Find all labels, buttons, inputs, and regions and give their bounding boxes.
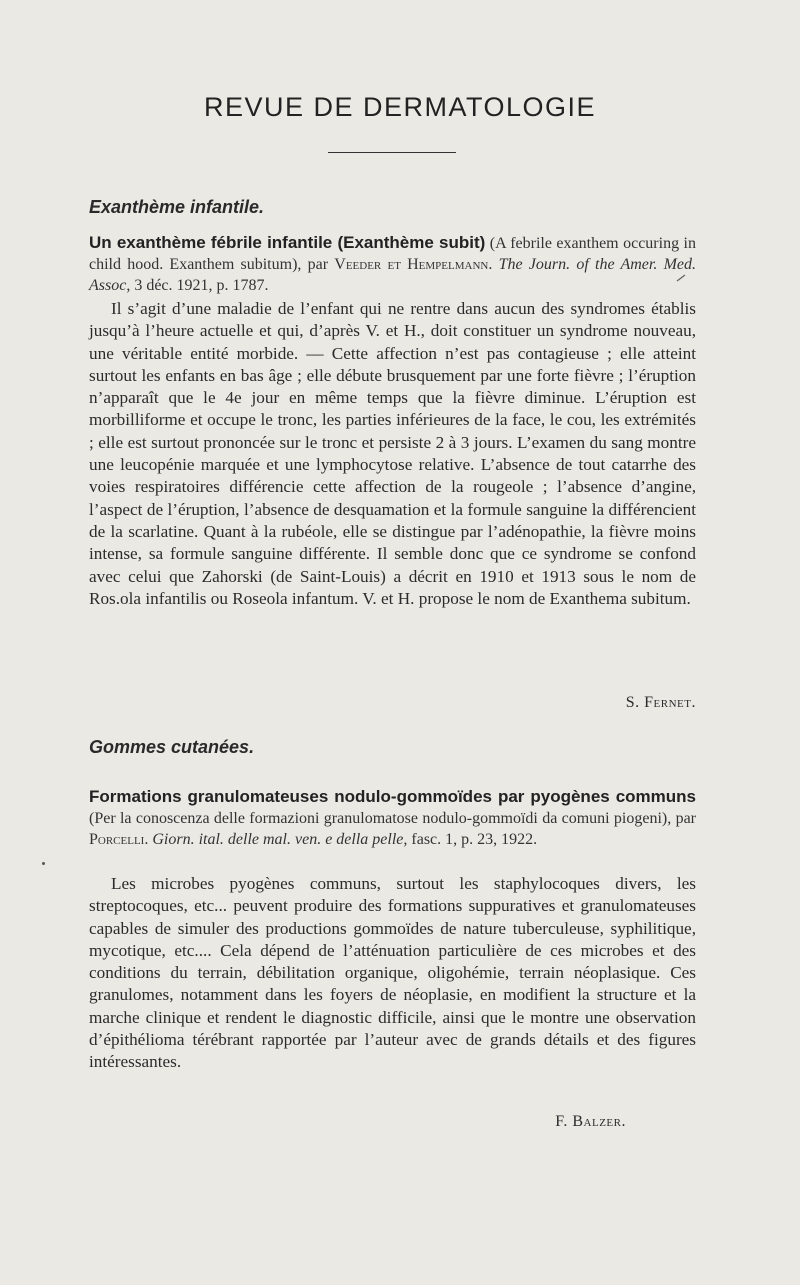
author-signature bbox=[89, 1113, 696, 1131]
reference-paragraph bbox=[89, 232, 696, 296]
article-reference-2 bbox=[89, 786, 696, 850]
journal-title: REVUE DE DERMATOLOGIE bbox=[203, 92, 597, 122]
reference-text: fasc. 1, p. 23, 1922. bbox=[407, 831, 538, 848]
section-heading: Gommes cutanées. bbox=[89, 737, 255, 757]
signature-2 bbox=[89, 1113, 696, 1131]
reference-text: . bbox=[144, 831, 153, 848]
author-signature bbox=[89, 694, 696, 712]
reference-text: , 3 déc. 1921, p. 1787. bbox=[126, 277, 269, 294]
article-title: Un exanthème fébrile infantile (Exanthème subit) bbox=[89, 233, 486, 252]
article-body-1 bbox=[89, 298, 696, 610]
article-title: Formations granulomateuses nodulo-gommoïdes par pyogènes communs bbox=[89, 787, 696, 806]
signature-initial: S. bbox=[625, 694, 645, 711]
margin-speck bbox=[42, 862, 45, 865]
title-divider bbox=[328, 152, 456, 153]
reference-authors: Veeder et Hempelmann bbox=[334, 256, 489, 273]
signature-name: Balzer. bbox=[572, 1113, 626, 1130]
section-heading-1-wrap bbox=[89, 197, 696, 218]
signature-initial: F. bbox=[555, 1113, 573, 1130]
reference-text: (Per la conoscenza delle formazioni granulomatose nodulo-gommoïdi da comuni piogeni), par bbox=[89, 810, 696, 827]
reference-authors: Porcelli bbox=[89, 831, 145, 848]
reference-text: (A febrile exanthem occuring in child hood. Exanthem subitum), par bbox=[89, 235, 696, 273]
reference-paragraph bbox=[89, 786, 696, 850]
section-heading: Exanthème infantile. bbox=[89, 197, 265, 217]
body-paragraph: Les microbes pyogènes communs, surtout les staphylocoques divers, les streptocoques, etc... peuvent produire des formations suppuratives et granulomateuses capables de simuler des productions gommoïdes de nature tuberculeuse, syphilitique, mycotique, etc.... Cela dépend de l’atténuation particulière de ces microbes et des conditions du terrain, débilitation organique, oligohémie, terrain néoplasique. Ces granulomes, notamment dans les foyers de néoplasie, en modifient la structure et la marche clinique et rendent le diagnostic difficile, ainsi que le montre une observation d’épithélioma térébrant rapportée par l’auteur avec de grands détails et des figures intéressantes. bbox=[89, 874, 696, 1072]
article-reference-1 bbox=[89, 232, 696, 296]
body-paragraph: Il s’agit d’une maladie de l’enfant qui ne rentre dans aucun des syndromes établis jusqu’à l’heure actuelle et qui, d’après V. et H., doit constituer un syndrome nouveau, une véritable entité morbide. — Cette affection n’est pas contagieuse ; elle atteint surtout les enfants en bas âge ; elle débute brusquement par une forte fièvre ; l’éruption n’apparaît que le 4e jour en même temps que la fièvre diminue. L’éruption est morbilliforme et occupe le tronc, les parties inférieures de la face, le cou, les extrémités ; elle est surtout prononcée sur le tronc et persiste 2 à 3 jours. L’examen du sang montre une leucopénie marquée et une lymphocytose relative. L’absence de tout catarrhe des voies respiratoires différencie cette affection de la rougeole ; l’absence d’angine, l’aspect de l’éruption, l’absence de desquamation et la formule sanguine la différencient de la scarlatine. Quant à la rubéole, elle se distingue par l’adénopathie, la fièvre moins intense, sa formule sanguine différente. Il semble donc que ce syndrome se confond avec celui que Zahorski (de Saint-Louis) a décrit en 1910 et 1913 sous le nom de Ros.ola infantilis ou Roseola infantum. V. et H. propose le nom de Exanthema subitum. bbox=[89, 299, 696, 608]
signature-1 bbox=[89, 694, 696, 712]
section-heading-2-wrap bbox=[89, 737, 696, 758]
reference-journal: The Journ. of the Amer. Med. Assoc bbox=[89, 256, 697, 294]
reference-journal: Giorn. ital. delle mal. ven. e della pelle, bbox=[152, 831, 408, 848]
article-body-2 bbox=[89, 873, 696, 1074]
signature-name: Fernet. bbox=[644, 694, 696, 711]
reference-text: . bbox=[488, 256, 499, 273]
